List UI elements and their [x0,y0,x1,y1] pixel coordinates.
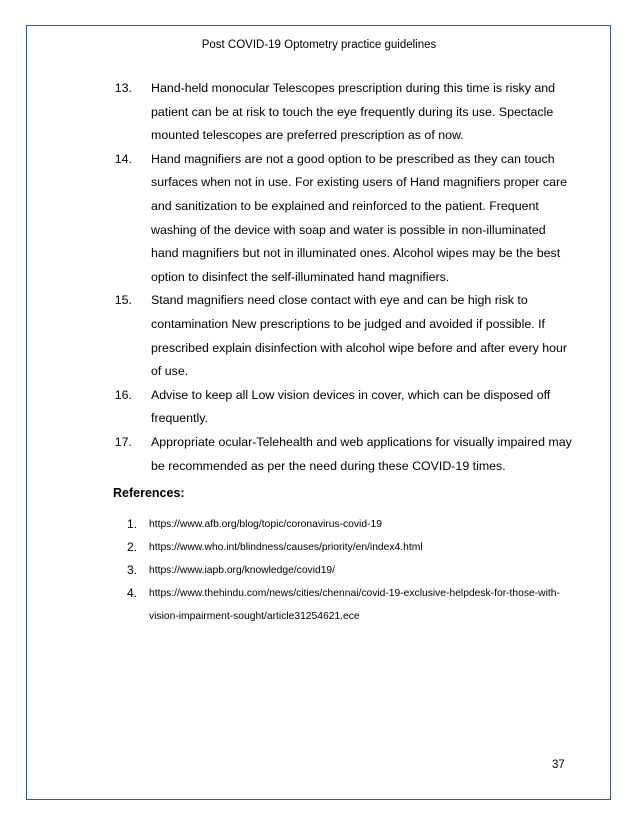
list-item-text: Advise to keep all Low vision devices in cover, which can be disposed off frequently. [151,387,551,426]
guidelines-list [114,77,572,478]
reference-number: 1. [127,517,138,531]
list-item-number: 17. [114,434,132,449]
list-item-text: Stand magnifiers need close contact with eye and can be high risk to contamination New prescriptions to be judged and avoided if possible. If prescribed explain disinfection with alcohol wipe before and after every hour of use. [151,293,568,379]
list-item-text: Appropriate ocular-Telehealth and web applications for visually impaired may be recommended as per the need during these COVID-19 times. [151,434,572,473]
list-item-number: 14. [114,151,132,166]
list-item-text: Hand-held monocular Telescopes prescription during this time is risky and patient can be at risk to touch the eye frequently during its use. Spectacle mounted telescopes are preferred prescription as of now. [151,81,556,143]
page-number: 37 [552,759,565,771]
reference-number: 3. [127,563,138,577]
reference-number: 2. [127,540,138,554]
list-item-number: 15. [114,293,132,308]
list-item-text: Hand magnifiers are not a good option to be prescribed as they can touch surfaces when not in use. For existing users of Hand magnifiers proper care and sanitization to be explained and reinforced to the patient. Frequent washing of the device with soap and water is possible in non-illuminated hand magnifiers but not in illuminated ones. Alcohol wipes may be the best option to disinfect the self-illuminated hand magnifiers. [151,151,567,284]
reference-item [127,536,571,559]
list-item-number: 16. [114,387,132,402]
list-item [114,77,572,148]
reference-link[interactable]: https://www.iapb.org/knowledge/covid19/ [149,565,336,576]
list-item-number: 13. [114,81,132,95]
list-item [114,289,572,383]
references-list [127,513,571,628]
reference-item [127,513,571,536]
list-item [114,431,572,478]
reference-link[interactable]: https://www.thehindu.com/news/cities/chennai/covid-19-exclusive-helpdesk-for-those-with-vision-impairment-sought/article31254621.ece [149,588,560,622]
page-header: Post COVID-19 Optometry practice guidelines [201,39,437,51]
reference-number: 4. [127,586,138,600]
reference-link[interactable]: https://www.afb.org/blog/topic/coronavirus-covid-19 [149,519,382,530]
list-item [114,148,572,290]
reference-link[interactable]: https://www.who.int/blindness/causes/priority/en/index4.html [149,542,423,553]
reference-item [127,582,571,628]
reference-item [127,559,571,582]
references-heading: References: [113,486,185,500]
list-item [114,384,572,431]
